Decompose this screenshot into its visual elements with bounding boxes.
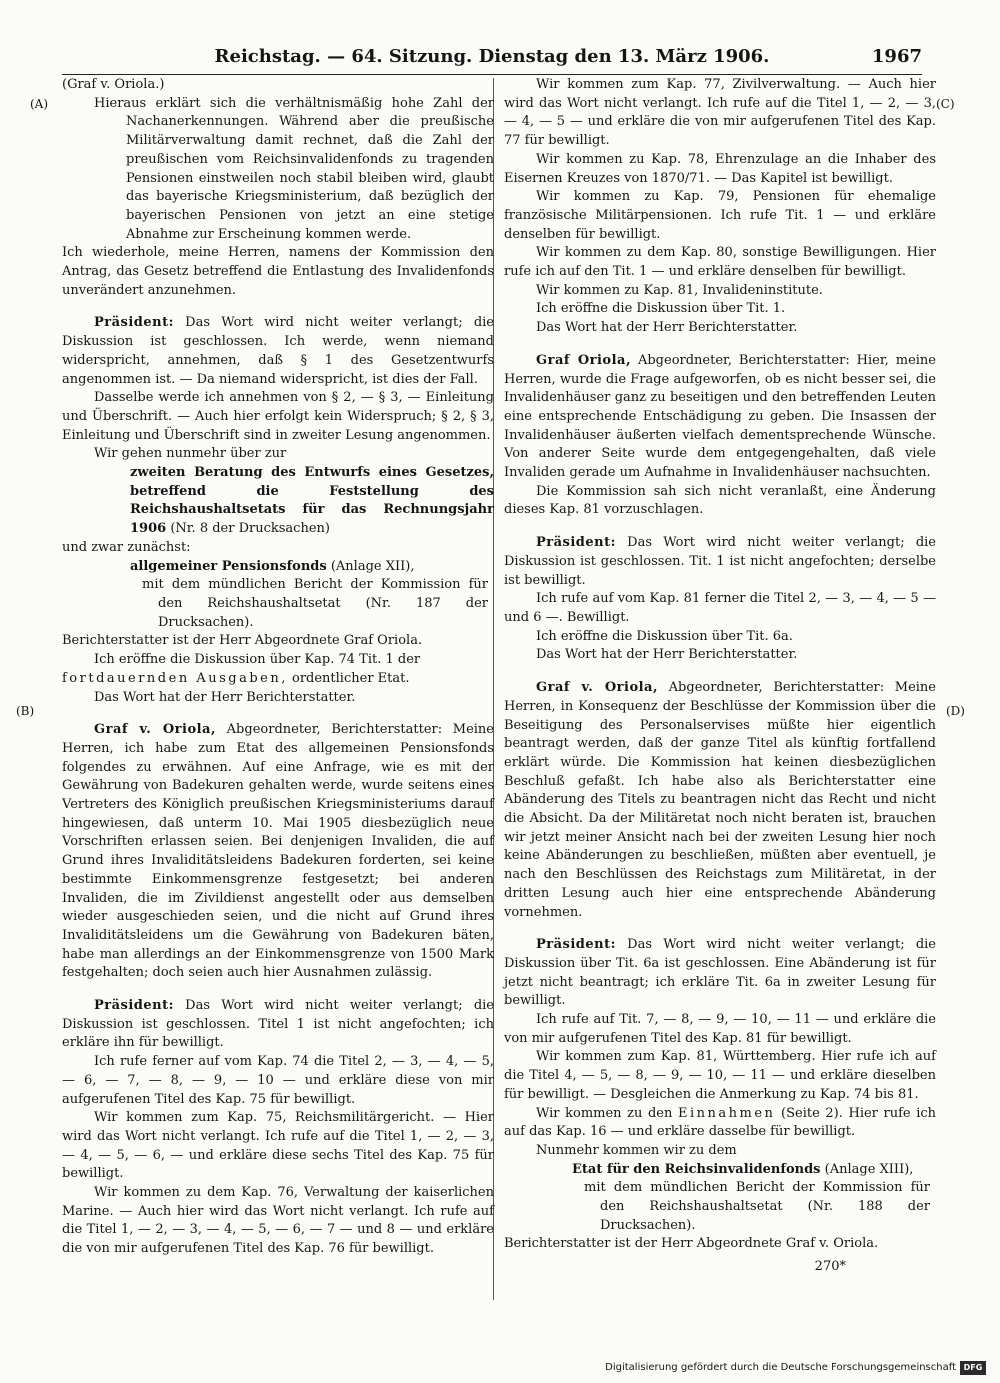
speaker-continuation: (Graf v. Oriola.)	[62, 77, 165, 92]
paragraph: Wir kommen zu dem Kap. 80, sonstige Bewilligungen. Hier rufe ich auf den Tit. 1 — und erkläre denselben für bewilligt.	[504, 245, 936, 280]
dfg-logo: DFG	[960, 1361, 986, 1375]
paragraph: Ich rufe auf vom Kap. 81 ferner die Titel 2, — 3, — 4, — 5 — und 6 —. Bewilligt.	[504, 591, 936, 625]
margin-mark-a: (A)	[30, 97, 49, 111]
speaker-name: Präsident:	[536, 937, 616, 953]
paragraph: Wir kommen zum Kap. 77, Zivilverwaltung. — Auch hier wird das Wort nicht verlangt. Ich rufe auf die Titel 1, — 2, — 3, — 4, — 5 — und erkläre die von mir aufgerufenen Titel des Kap. 77 für bewilligt.	[504, 77, 936, 149]
paragraph: Hieraus erklärt sich die verhältnismäßig hohe Zahl der Nachanerkennungen. Während aber die preußische Militärverwaltung damit rechnet, daß die Zahl der preußischen vom Reichsinvalidenfonds zu tragenden Pensionen einstweilen noch stabil bleiben wird, glaubt das bayerische Kriegsministerium, daß bezüglich der bayerischen Pensionen von jetzt an eine stetige Abnahme zur Erscheinung kommen werde.	[94, 95, 494, 242]
paragraph: und zwar zunächst:	[62, 539, 191, 555]
agenda-item: Etat für den Reichsinvalidenfonds (Anlage XIII),	[572, 1161, 914, 1177]
margin-mark-d: (D)	[946, 704, 965, 718]
paragraph: Dasselbe werde ich annehmen von § 2, — § 3, — Einleitung und Überschrift. — Auch hier erfolgt kein Widerspruch; § 2, § 3, Einleitung und Überschrift sind in zweiter Lesung angenommen.	[62, 390, 494, 443]
agenda-item: allgemeiner Pensionsfonds (Anlage XII),	[130, 558, 415, 574]
paragraph: Wir kommen zum Kap. 81, Württemberg. Hier rufe ich auf die Titel 4, — 5, — 8, — 9, — 10, — 11 — und erkläre dieselben für bewilligt. — Desgleichen die Anmerkung zu Kap. 74 bis 81.	[504, 1049, 936, 1102]
speech-paragraph: Graf Oriola, Abgeordneter, Berichterstatter: Hier, meine Herren, wurde die Frage aufgeworfen, ob es nicht besser sei, die Invalidenhäuser ganz zu beseitigen und den betreffenden Leuten eine entsprechende Entschädigung zu geben. Die Insassen der Invalidenhäuser äußerten vielfach dementsprechende Wünsche. Von anderer Seite wurde dem entgegengehalten, daß viele Invaliden gerade um Aufnahme in Invalidenhäuser nachsuchten.	[504, 352, 936, 481]
paragraph: Ich rufe ferner auf vom Kap. 74 die Titel 2, — 3, — 4, — 5, — 6, — 7, — 8, — 9, — 10 — und erkläre diese von mir aufgerufenen Titel des Kap. 75 für bewilligt.	[62, 1054, 494, 1107]
speech-paragraph: Graf v. Oriola, Abgeordneter, Berichterstatter: Meine Herren, ich habe zum Etat des allgemeinen Pensionsfonds folgendes zu erwähnen. Auf eine Anfrage, wie es mit der Gewährung von Badekuren gehalten werde, wurde seitens eines Vertreters des Königlich preußischen Kriegsministeriums darauf hingewiesen, daß unterm 10. Mai 1905 diesbezüglich neue Vorschriften erlassen seien. Bei denjenigen Invaliden, die auf Grund ihres Invaliditätsleidens Badekuren forderten, sei keine bestimmte Einkommensgrenze festgesetzt; bei anderen Invaliden, die im Zivildienst angestellt oder aus demselben wieder ausgeschieden seien, und die nicht auf Grund ihres Invaliditätsleidens um die Gewährung von Badekuren bäten, habe man allerdings an der Einkommensgrenze von 1500 Mark festgehalten; doch seien auch hier Ausnahmen zulässig.	[62, 722, 494, 981]
agenda-detail: mit dem mündlichen Bericht der Kommission für den Reichshaushaltsetat (Nr. 188 der Drucksachen).	[584, 1180, 930, 1233]
running-title: Reichstag. — 64. Sitzung. Dienstag den 13. März 1906.	[214, 46, 770, 67]
paragraph: Ich wiederhole, meine Herren, namens der Kommission den Antrag, das Gesetz betreffend die Entlastung des Invalidenfonds unverändert anzunehmen.	[62, 245, 494, 298]
paragraph: Wir kommen zum Kap. 75, Reichsmilitärgericht. — Hier wird das Wort nicht verlangt. Ich rufe auf die Titel 1, — 2, — 3, — 4, — 5, — 6, — und erkläre diese sechs Titel des Kap. 75 für bewilligt.	[62, 1110, 494, 1182]
agenda-title: Etat für den Reichsinvalidenfonds	[572, 1161, 821, 1177]
agenda-title: allgemeiner Pensionsfonds	[130, 558, 327, 574]
margin-mark-b: (B)	[16, 704, 35, 718]
paragraph: Nunmehr kommen wir zu dem	[536, 1142, 737, 1158]
speaker-name: Graf Oriola,	[536, 352, 631, 368]
paragraph: Die Kommission sah sich nicht veranlaßt, eine Änderung dieses Kap. 81 vorzuschlagen.	[504, 483, 936, 518]
speaker-name: Präsident:	[94, 315, 174, 331]
speaker-name: Graf v. Oriola,	[94, 722, 217, 738]
agenda-detail: mit dem mündlichen Bericht der Kommission für den Reichshaushaltsetat (Nr. 187 der Drucksachen).	[142, 577, 488, 630]
paragraph: Ich eröffne die Diskussion über Kap. 74 Tit. 1 der	[94, 652, 421, 668]
paragraph: Wir kommen zu Kap. 81, Invalideninstitute.	[536, 282, 823, 298]
paragraph: Berichterstatter ist der Herr Abgeordnete Graf Oriola.	[62, 633, 423, 649]
paragraph: Das Wort hat der Herr Berichterstatter.	[536, 647, 798, 663]
paragraph: Wir gehen nunmehr über zur	[94, 446, 287, 462]
paragraph: Wir kommen zu dem Kap. 76, Verwaltung der kaiserlichen Marine. — Auch hier wird das Wort nicht verlangt. Ich rufe auf die Titel 1, — 2, — 3, — 4, — 5, — 6, — 7 — und 8 — und erkläre die von mir aufgerufenen Titel des Kap. 76 für bewilligt.	[62, 1185, 494, 1257]
speech-paragraph: Präsident: Das Wort wird nicht weiter verlangt; die Diskussion ist geschlossen. Titel 1 ist nicht angefochten; ich erkläre ihn für bewilligt.	[62, 998, 494, 1051]
right-column	[504, 76, 936, 1277]
paragraph: Wir kommen zu den Einnahmen (Seite 2). Hier rufe ich auf das Kap. 16 — und erkläre dasselbe für bewilligt.	[504, 1105, 937, 1140]
paragraph: Das Wort hat der Herr Berichterstatter.	[94, 689, 356, 705]
speech-paragraph: Präsident: Das Wort wird nicht weiter verlangt; die Diskussion ist geschlossen. Tit. 1 ist nicht angefochten; derselbe ist bewilligt.	[504, 535, 936, 588]
margin-mark-c: (C)	[936, 97, 955, 111]
digitization-footer	[560, 1361, 990, 1377]
page-number: 1967	[871, 46, 922, 67]
speaker-name: Präsident:	[536, 535, 616, 551]
speaker-name: Graf v. Oriola,	[536, 680, 659, 696]
paragraph: Wir kommen zu Kap. 78, Ehrenzulage an die Inhaber des Eisernen Kreuzes von 1870/71. — Das Kapitel ist bewilligt.	[504, 151, 936, 186]
paragraph: Ich rufe auf Tit. 7, — 8, — 9, — 10, — 11 — und erkläre die von mir aufgerufenen Titel des Kap. 81 für bewilligt.	[504, 1012, 936, 1046]
speech-paragraph: Graf v. Oriola, Abgeordneter, Berichterstatter: Meine Herren, in Konsequenz der Beschlüsse der Kommission über die Beseitigung des Personalservises müßte hier eigentlich beantragt werden, daß der ganze Titel als künftig fortfallend erklärt würde. Die Kommission hat keinen diesbezüglichen Beschluß gefaßt. Ich habe also als Berichterstatter eine Abänderung des Titels zu beantragen nicht das Recht und nicht die Absicht. Da der Militäretat noch nicht beraten ist, brauchen wir jetzt meiner Ansicht nach bei der zweiten Lesung hier noch keine Abänderungen zu beschließen, müßten aber eventuell, je nach den Beschlüssen des Reichstags zum Militäretat, in der dritten Lesung auch hier eine entsprechende Abänderung vornehmen.	[504, 680, 936, 920]
paragraph: Berichterstatter ist der Herr Abgeordnete Graf v. Oriola.	[504, 1236, 879, 1252]
paragraph: Das Wort hat der Herr Berichterstatter.	[536, 320, 798, 336]
footer-text: Digitalisierung gefördert durch die Deutsche Forschungsgemeinschaft	[605, 1362, 956, 1373]
paragraph: Wir kommen zu Kap. 79, Pensionen für ehemalige französische Militärpensionen. Ich rufe Tit. 1 — und erkläre denselben für bewilligt.	[504, 189, 936, 242]
speaker-name: Präsident:	[94, 998, 174, 1014]
agenda-title: zweiten Beratung des Entwurfs eines Gesetzes, betreffend die Feststellung des Reichshaushaltsetats für das Rechnungsjahr 1906	[130, 465, 494, 537]
speech-paragraph: Präsident: Das Wort wird nicht weiter verlangt; die Diskussion über Tit. 6a ist geschlossen. Eine Abänderung ist für jetzt nicht beantragt; ich erkläre Tit. 6a in zweiter Lesung für bewilligt.	[504, 937, 936, 1009]
page-header	[62, 44, 922, 75]
left-column	[62, 76, 494, 1259]
agenda-item: zweiten Beratung des Entwurfs eines Gesetzes, betreffend die Feststellung des Reichshaushaltsetats für das Rechnungsjahr 1906 (Nr. 8 der Drucksachen)	[130, 465, 494, 537]
paragraph: fortdauernden Ausgaben, ordentlicher Etat.	[62, 670, 410, 686]
paragraph: Ich eröffne die Diskussion über Tit. 1.	[536, 301, 786, 317]
sheet-signature: 270*	[814, 1259, 846, 1275]
paragraph: Ich eröffne die Diskussion über Tit. 6a.	[536, 628, 793, 644]
speech-paragraph: Präsident: Das Wort wird nicht weiter verlangt; die Diskussion ist geschlossen. Ich werde, wenn niemand widerspricht, annehmen, daß § 1 des Gesetzentwurfs angenommen ist. — Da niemand widerspricht, ist dies der Fall.	[62, 315, 494, 387]
